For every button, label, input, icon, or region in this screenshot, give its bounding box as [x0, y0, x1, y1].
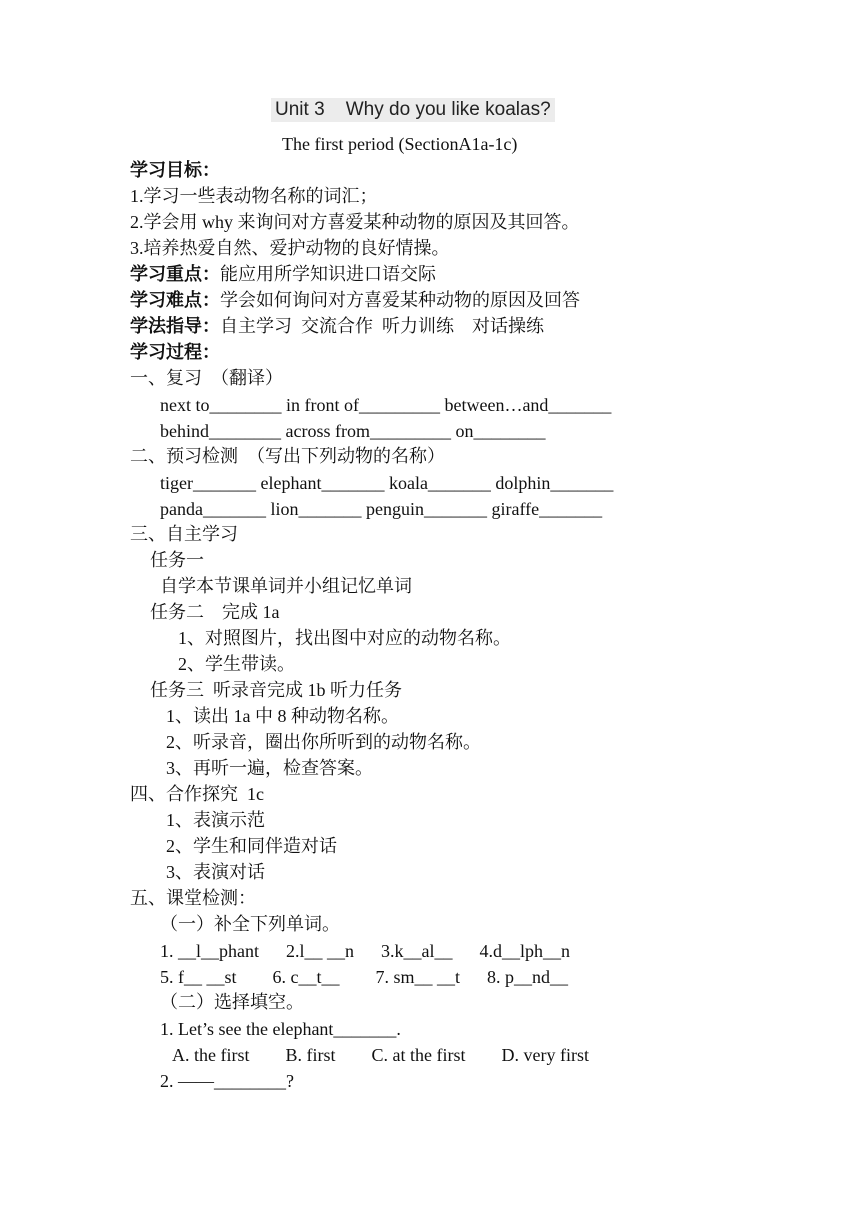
method-label: 学法指导： [130, 316, 220, 336]
task3-item-1: 1、读出 1a 中 8 种动物名称。 [166, 706, 399, 726]
document-subtitle: The first period (SectionA1a-1c) [282, 134, 518, 154]
difficulty-text: 学会如何询问对方喜爱某种动物的原因及回答 [220, 290, 580, 310]
key-point-label: 学习重点： [130, 264, 220, 284]
task3-label: 任务三 听录音完成 1b 听力任务 [150, 680, 402, 700]
key-point-line [130, 262, 436, 286]
section4-item-3: 3、表演对话 [166, 862, 265, 882]
objectives-heading: 学习目标： [130, 160, 220, 180]
task2-label: 任务二 完成 1a [150, 602, 280, 622]
question-1: 1. Let’s see the elephant_______. [160, 1019, 401, 1039]
part2-heading: （二）选择填空。 [160, 992, 304, 1012]
task2-item-1: 1、对照图片，找出图中对应的动物名称。 [178, 628, 511, 648]
section1-row-1: next to________ in front of_________ between…and_______ [160, 395, 612, 415]
difficulty-line [130, 288, 580, 312]
question-1-options: A. the first B. first C. at the first D. very first [172, 1045, 589, 1065]
section2-row-2: panda_______ lion_______ penguin_______ giraffe_______ [160, 499, 603, 519]
question-2: 2. ——________? [160, 1071, 294, 1091]
task1-text: 自学本节课单词并小组记忆单词 [160, 576, 412, 596]
task3-item-2: 2、听录音，圈出你所听到的动物名称。 [166, 732, 481, 752]
section1-heading: 一、复习 （翻译） [130, 368, 283, 388]
section2-heading: 二、预习检测 （写出下列动物的名称） [130, 446, 445, 466]
part1-row-2: 5. f__ __st 6. c__t__ 7. sm__ __t 8. p__nd__ [160, 967, 568, 987]
difficulty-label: 学习难点： [130, 290, 220, 310]
objective-item-1: 1.学习一些表动物名称的词汇； [130, 186, 378, 206]
section5-heading: 五、课堂检测： [130, 888, 256, 908]
method-text: 自主学习 交流合作 听力训练 对话操练 [220, 316, 544, 336]
method-line [130, 314, 544, 338]
task1-label: 任务一 [150, 550, 204, 570]
section4-item-2: 2、学生和同伴造对话 [166, 836, 337, 856]
part1-heading: （一）补全下列单词。 [160, 914, 340, 934]
section1-row-2: behind________ across from_________ on________ [160, 421, 546, 441]
section4-heading: 四、合作探究 1c [130, 784, 264, 804]
key-point-text: 能应用所学知识进口语交际 [220, 264, 436, 284]
document-title: Unit 3 Why do you like koalas? [271, 98, 555, 122]
process-heading: 学习过程： [130, 342, 220, 362]
objective-item-2: 2.学会用 why 来询问对方喜爱某种动物的原因及其回答。 [130, 212, 580, 232]
task3-item-3: 3、再听一遍，检查答案。 [166, 758, 373, 778]
section2-row-1: tiger_______ elephant_______ koala_______ dolphin_______ [160, 473, 614, 493]
section3-heading: 三、自主学习 [130, 524, 238, 544]
task2-item-2: 2、学生带读。 [178, 654, 295, 674]
part1-row-1: 1. __l__phant 2.l__ __n 3.k__al__ 4.d__lph__n [160, 941, 570, 961]
objective-item-3: 3.培养热爱自然、爱护动物的良好情操。 [130, 238, 450, 258]
section4-item-1: 1、表演示范 [166, 810, 265, 830]
